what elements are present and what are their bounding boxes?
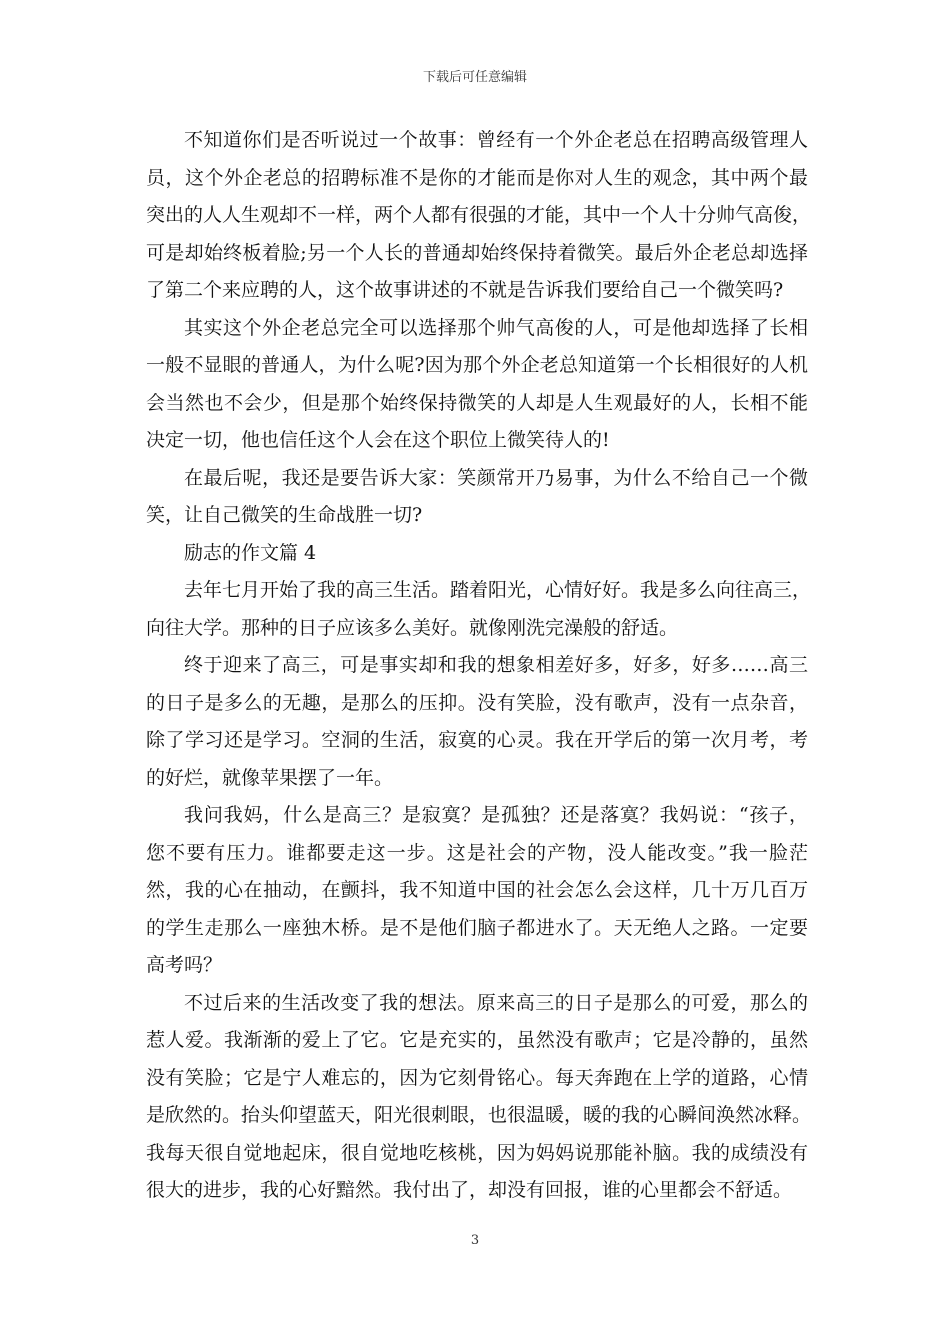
text-line: 不过后来的生活改变了我的想法。原来高三的日子是那么的可爱，那么的: [184, 991, 808, 1014]
text-line: 决定一切，他也信任这个人会在这个职位上微笑待人的!: [146, 429, 610, 451]
text-line: 的好烂，就像苹果摆了一年。: [146, 766, 394, 789]
text-line: 向往大学。那种的日子应该多么美好。就像刚洗完澡般的舒适。: [146, 616, 679, 639]
text-line: 终于迎来了高三，可是事实却和我的想象相差好多，好多，好多……高三: [184, 654, 808, 676]
text-line: 高考吗？: [146, 954, 223, 976]
text-line: 我问我妈，什么是高三？是寂寞？是孤独？还是落寞？我妈说：“孩子，: [184, 804, 808, 826]
document-body: [146, 122, 812, 1210]
text-line: 除了学习还是学习。空洞的生活，寂寞的心灵。我在开学后的第一次月考，考: [146, 729, 808, 751]
text-line: 惹人爱。我渐渐的爱上了它。它是充实的，虽然没有歌声；它是冷静的，虽然: [146, 1029, 808, 1051]
text-line: 笑，让自己微笑的生命战胜一切?: [146, 504, 423, 526]
text-line: 很大的进步，我的心好黯然。我付出了，却没有回报，谁的心里都会不舒适。: [146, 1179, 793, 1201]
text-line: 没有笑脸；它是宁人难忘的，因为它刻骨铭心。每天奔跑在上学的道路，心情: [146, 1066, 808, 1089]
text-line: 一般不显眼的普通人，为什么呢?因为那个外企老总知道第一个长相很好的人机: [146, 354, 808, 376]
text-line: 的日子是多么的无趣，是那么的压抑。没有笑脸，没有歌声，没有一点杂音，: [146, 691, 808, 714]
text-line: 在最后呢，我还是要告诉大家：笑颜常开乃易事，为什么不给自己一个微: [184, 466, 808, 489]
text-line: 会当然也不会少，但是那个始终保持微笑的人却是人生观最好的人，长相不能: [146, 391, 808, 414]
text-line: 突出的人人生观却不一样，两个人都有很强的才能，其中一个人十分帅气高俊，: [146, 204, 812, 226]
text-line: 是欣然的。抬头仰望蓝天，阳光很刺眼，也很温暖，暖的我的心瞬间涣然冰释。: [146, 1104, 812, 1126]
text-line: 然，我的心在抽动，在颤抖，我不知道中国的社会怎么会这样，几十万几百万: [146, 879, 808, 901]
text-line: 励志的作文篇 4: [184, 541, 317, 564]
text-line: 了第二个来应聘的人，这个故事讲述的不就是告诉我们要给自己一个微笑吗?: [146, 279, 784, 301]
text-line: 您不要有压力。谁都要走这一步。这是社会的产物，没人能改变。”我一脸茫: [146, 841, 808, 864]
text-line: 可是却始终板着脸;另一个人长的普通却始终保持着微笑。最后外企老总却选择: [146, 241, 808, 264]
page-number: 3: [470, 1233, 480, 1248]
text-line: 员，这个外企老总的招聘标准不是你的才能而是你对人生的观念，其中两个最: [146, 166, 808, 189]
text-line: 不知道你们是否听说过一个故事：曾经有一个外企老总在招聘高级管理人: [184, 129, 808, 151]
page-header: 下载后可任意编辑: [422, 70, 527, 85]
text-line: 我每天很自觉地起床，很自觉地吃核桃，因为妈妈说那能补脑。我的成绩没有: [146, 1141, 808, 1164]
text-line: 去年七月开始了我的高三生活。踏着阳光，心情好好。我是多么向往高三，: [184, 579, 812, 601]
text-line: 其实这个外企老总完全可以选择那个帅气高俊的人，可是他却选择了长相: [184, 316, 808, 339]
text-line: 的学生走那么一座独木桥。是不是他们脑子都进水了。天无绝人之路。一定要: [146, 916, 808, 939]
